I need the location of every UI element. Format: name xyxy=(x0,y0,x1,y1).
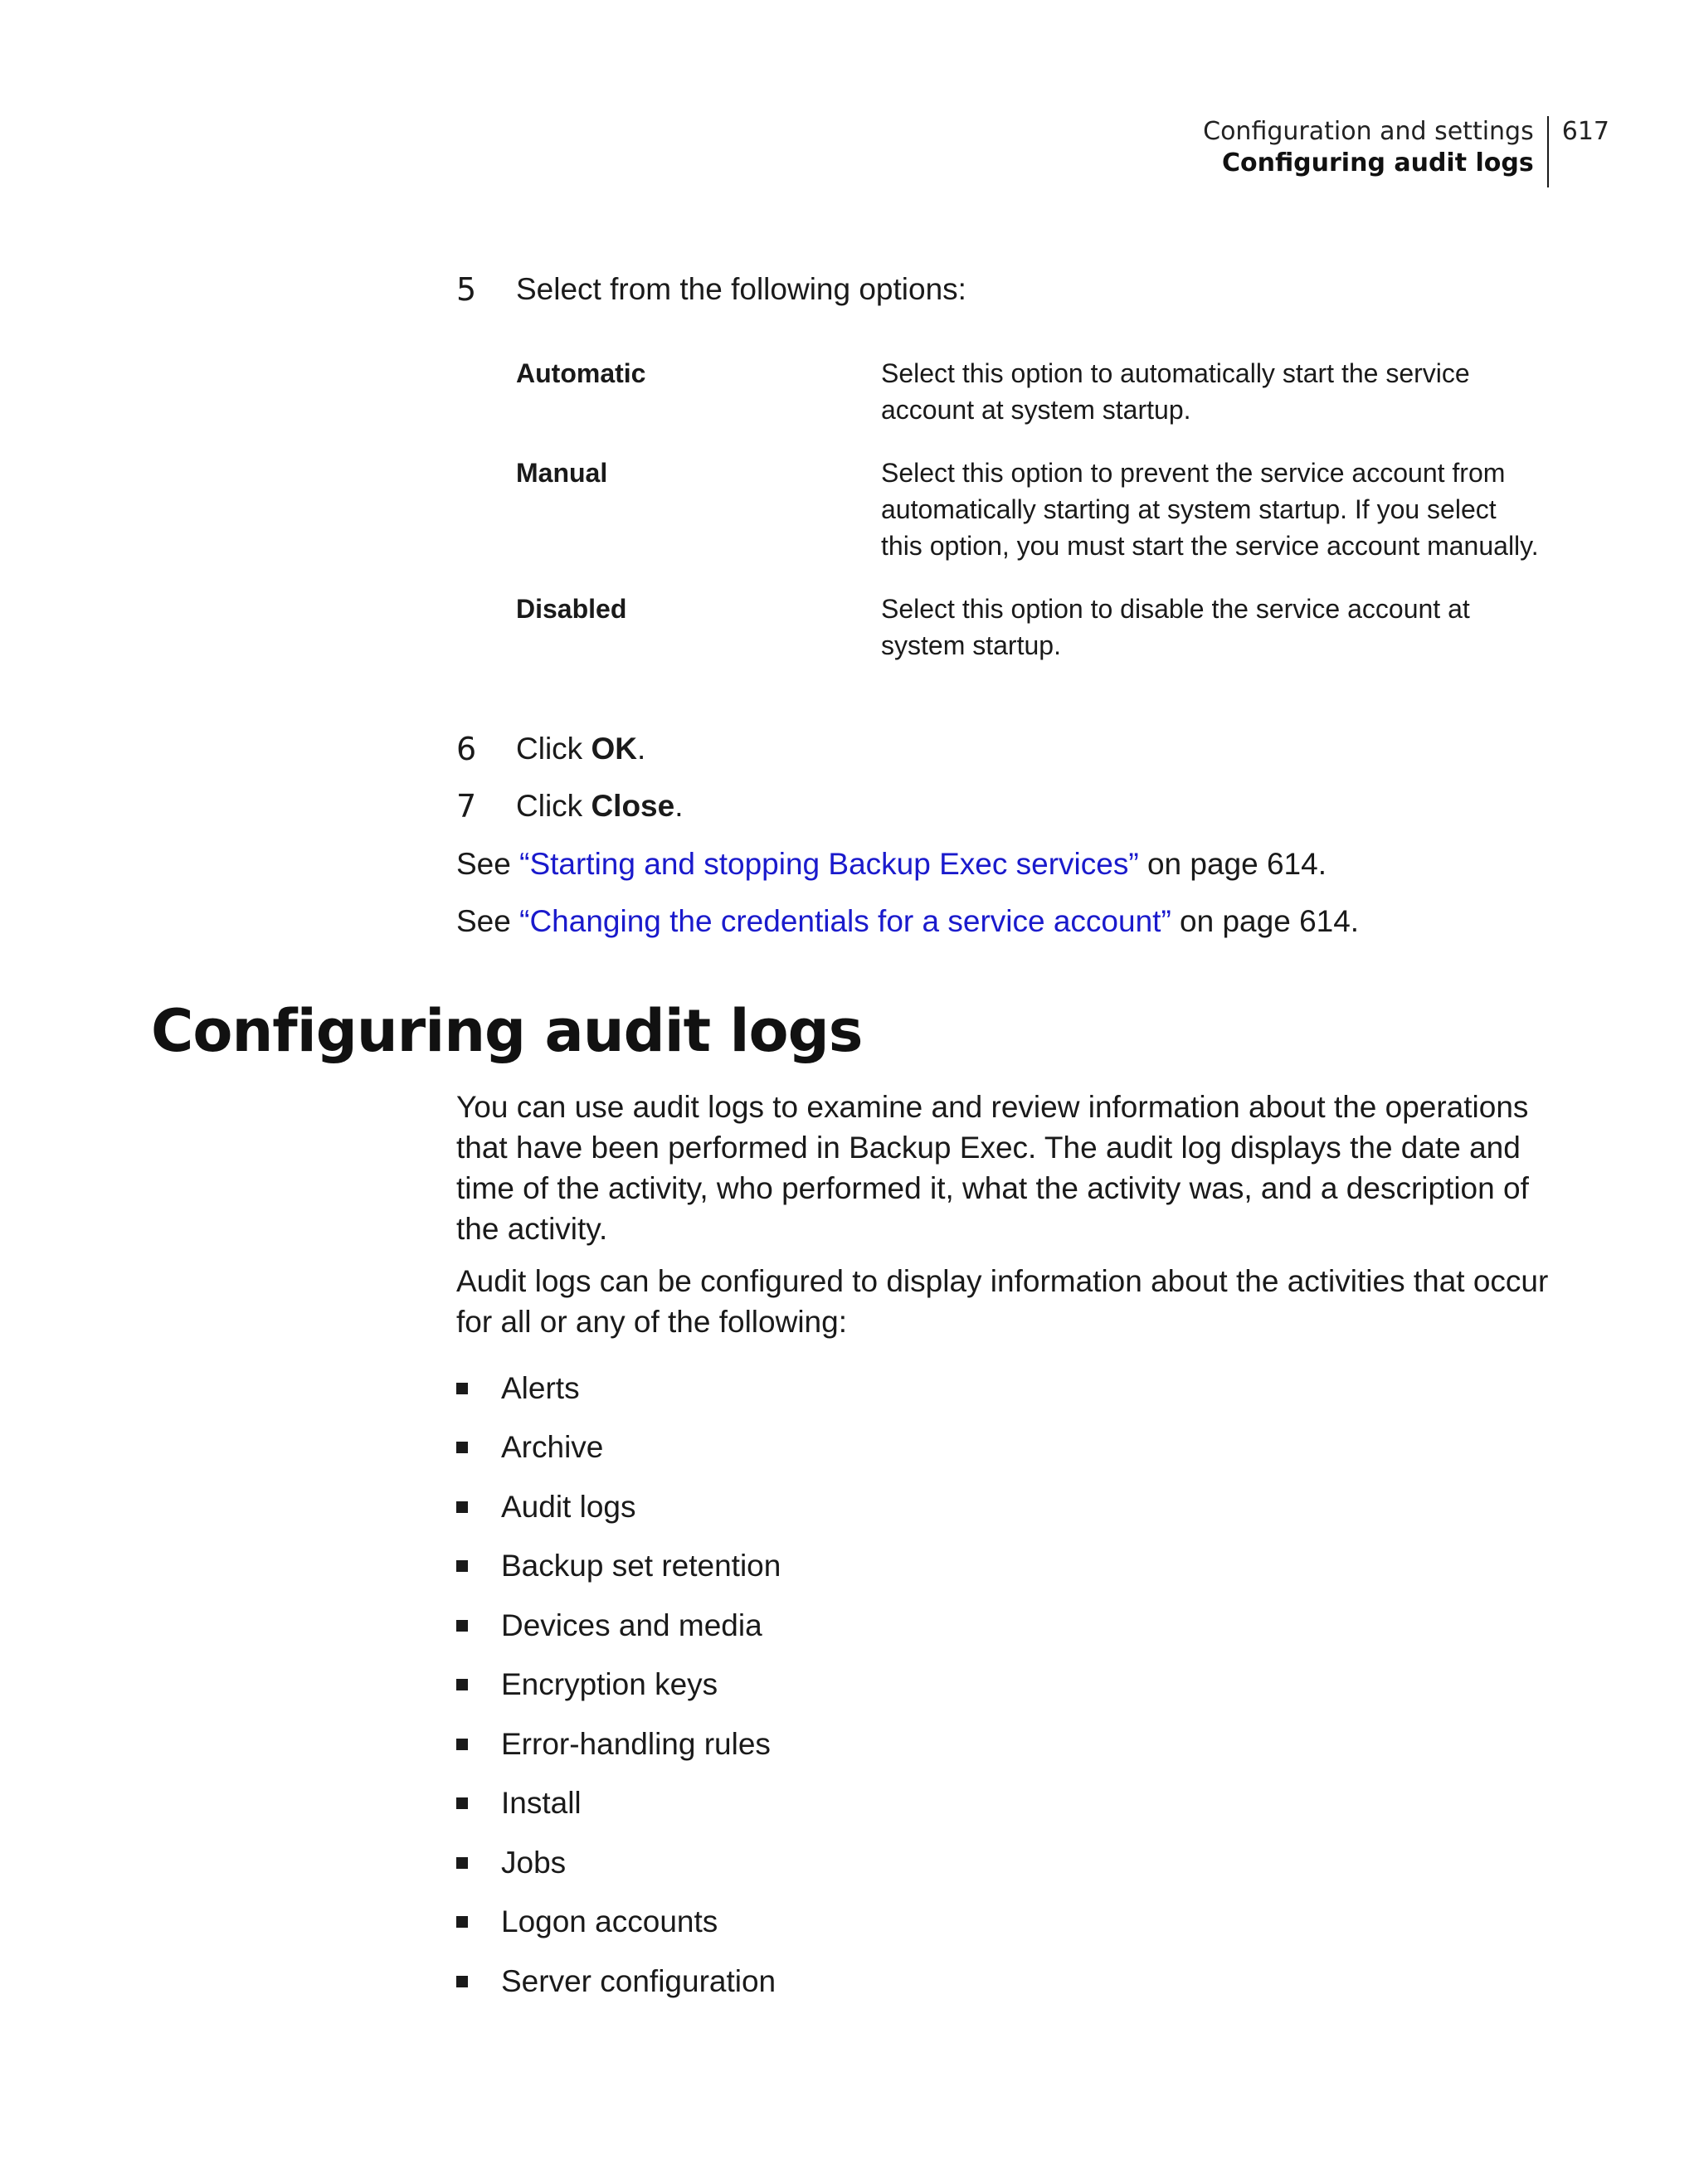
see-also-1 xyxy=(456,845,1327,883)
list-item xyxy=(456,1893,781,1953)
options-table xyxy=(516,355,1553,690)
bullet-square-icon xyxy=(456,1620,468,1632)
option-term: Manual xyxy=(516,458,608,488)
list-item xyxy=(456,1359,781,1418)
list-item xyxy=(456,1833,781,1893)
list-item-label: Install xyxy=(501,1786,582,1821)
step-prefix: Click xyxy=(516,732,591,766)
bullet-square-icon xyxy=(456,1442,468,1453)
running-header xyxy=(1203,116,1609,187)
cross-reference-link[interactable]: “Changing the credentials for a service account” xyxy=(519,904,1171,938)
option-term: Disabled xyxy=(516,594,627,624)
list-item-label: Server configuration xyxy=(501,1963,776,1998)
list-item-label: Encryption keys xyxy=(501,1667,718,1702)
option-row-manual xyxy=(516,455,1553,564)
step-suffix: . xyxy=(636,732,646,766)
list-item xyxy=(456,1537,781,1597)
option-description: Select this option to automatically start the service account at system startup. xyxy=(881,358,1470,425)
list-item-label: Alerts xyxy=(501,1370,580,1405)
step-number: 5 xyxy=(456,271,477,308)
list-item xyxy=(456,1596,781,1656)
list-item-label: Audit logs xyxy=(501,1489,636,1524)
option-term: Automatic xyxy=(516,358,646,388)
bullet-square-icon xyxy=(456,1857,468,1869)
list-item-label: Archive xyxy=(501,1430,604,1465)
see-prefix: See xyxy=(456,904,520,938)
bullet-square-icon xyxy=(456,1383,468,1394)
list-item xyxy=(456,1774,781,1834)
see-suffix: on page 614. xyxy=(1138,847,1327,881)
option-description: Select this option to prevent the service account from automatically starting at system startup. If you select this option, you must start the service account manually. xyxy=(881,458,1539,561)
see-prefix: See xyxy=(456,847,520,881)
bullet-square-icon xyxy=(456,1797,468,1809)
header-chapter: Configuration and settings xyxy=(1203,117,1534,146)
bullet-square-icon xyxy=(456,1916,468,1928)
cross-reference-link[interactable]: “Starting and stopping Backup Exec services” xyxy=(519,847,1139,881)
step-text: Select from the following options: xyxy=(516,272,966,306)
ui-term-close: Close xyxy=(591,789,675,823)
list-item-label: Jobs xyxy=(501,1845,567,1880)
intro-paragraph: You can use audit logs to examine and review information about the operations that have been performed in Backup Exec. The audit log displays the date and time of the activity, who performed it, what the activity was, and a description of the activity. xyxy=(456,1090,1529,1246)
header-section: Configuring audit logs xyxy=(1221,148,1534,178)
bullet-square-icon xyxy=(456,1976,468,1987)
section-title: Configuring audit logs xyxy=(151,997,863,1065)
list-item xyxy=(456,1418,781,1478)
step-text xyxy=(516,787,684,825)
step-suffix: . xyxy=(674,789,684,823)
option-description: Select this option to disable the service account at system startup. xyxy=(881,594,1470,660)
activity-list xyxy=(456,1359,781,2011)
see-suffix: on page 614. xyxy=(1171,904,1360,938)
header-titles xyxy=(1203,116,1549,187)
list-item-label: Error-handling rules xyxy=(501,1726,771,1761)
bullet-square-icon xyxy=(456,1679,468,1690)
ui-term-ok: OK xyxy=(591,732,637,766)
list-item-label: Logon accounts xyxy=(501,1904,718,1939)
bullet-square-icon xyxy=(456,1560,468,1572)
config-paragraph: Audit logs can be configured to display information about the activities that occur for all or any of the following: xyxy=(456,1264,1549,1339)
bullet-square-icon xyxy=(456,1501,468,1513)
list-item xyxy=(456,1477,781,1537)
step-6 xyxy=(456,730,645,768)
list-item xyxy=(456,1715,781,1774)
list-item xyxy=(456,1656,781,1715)
step-prefix: Click xyxy=(516,789,591,823)
step-7 xyxy=(456,787,684,825)
option-row-disabled xyxy=(516,591,1553,664)
step-number: 7 xyxy=(456,788,477,824)
page-number: 617 xyxy=(1561,117,1609,146)
step-5 xyxy=(456,270,966,309)
option-row-automatic xyxy=(516,355,1553,428)
step-number: 6 xyxy=(456,731,477,767)
list-item-label: Devices and media xyxy=(501,1608,762,1642)
list-item xyxy=(456,1952,781,2011)
bullet-square-icon xyxy=(456,1739,468,1750)
list-item-label: Backup set retention xyxy=(501,1549,781,1583)
step-text xyxy=(516,730,645,768)
see-also-2 xyxy=(456,902,1359,941)
